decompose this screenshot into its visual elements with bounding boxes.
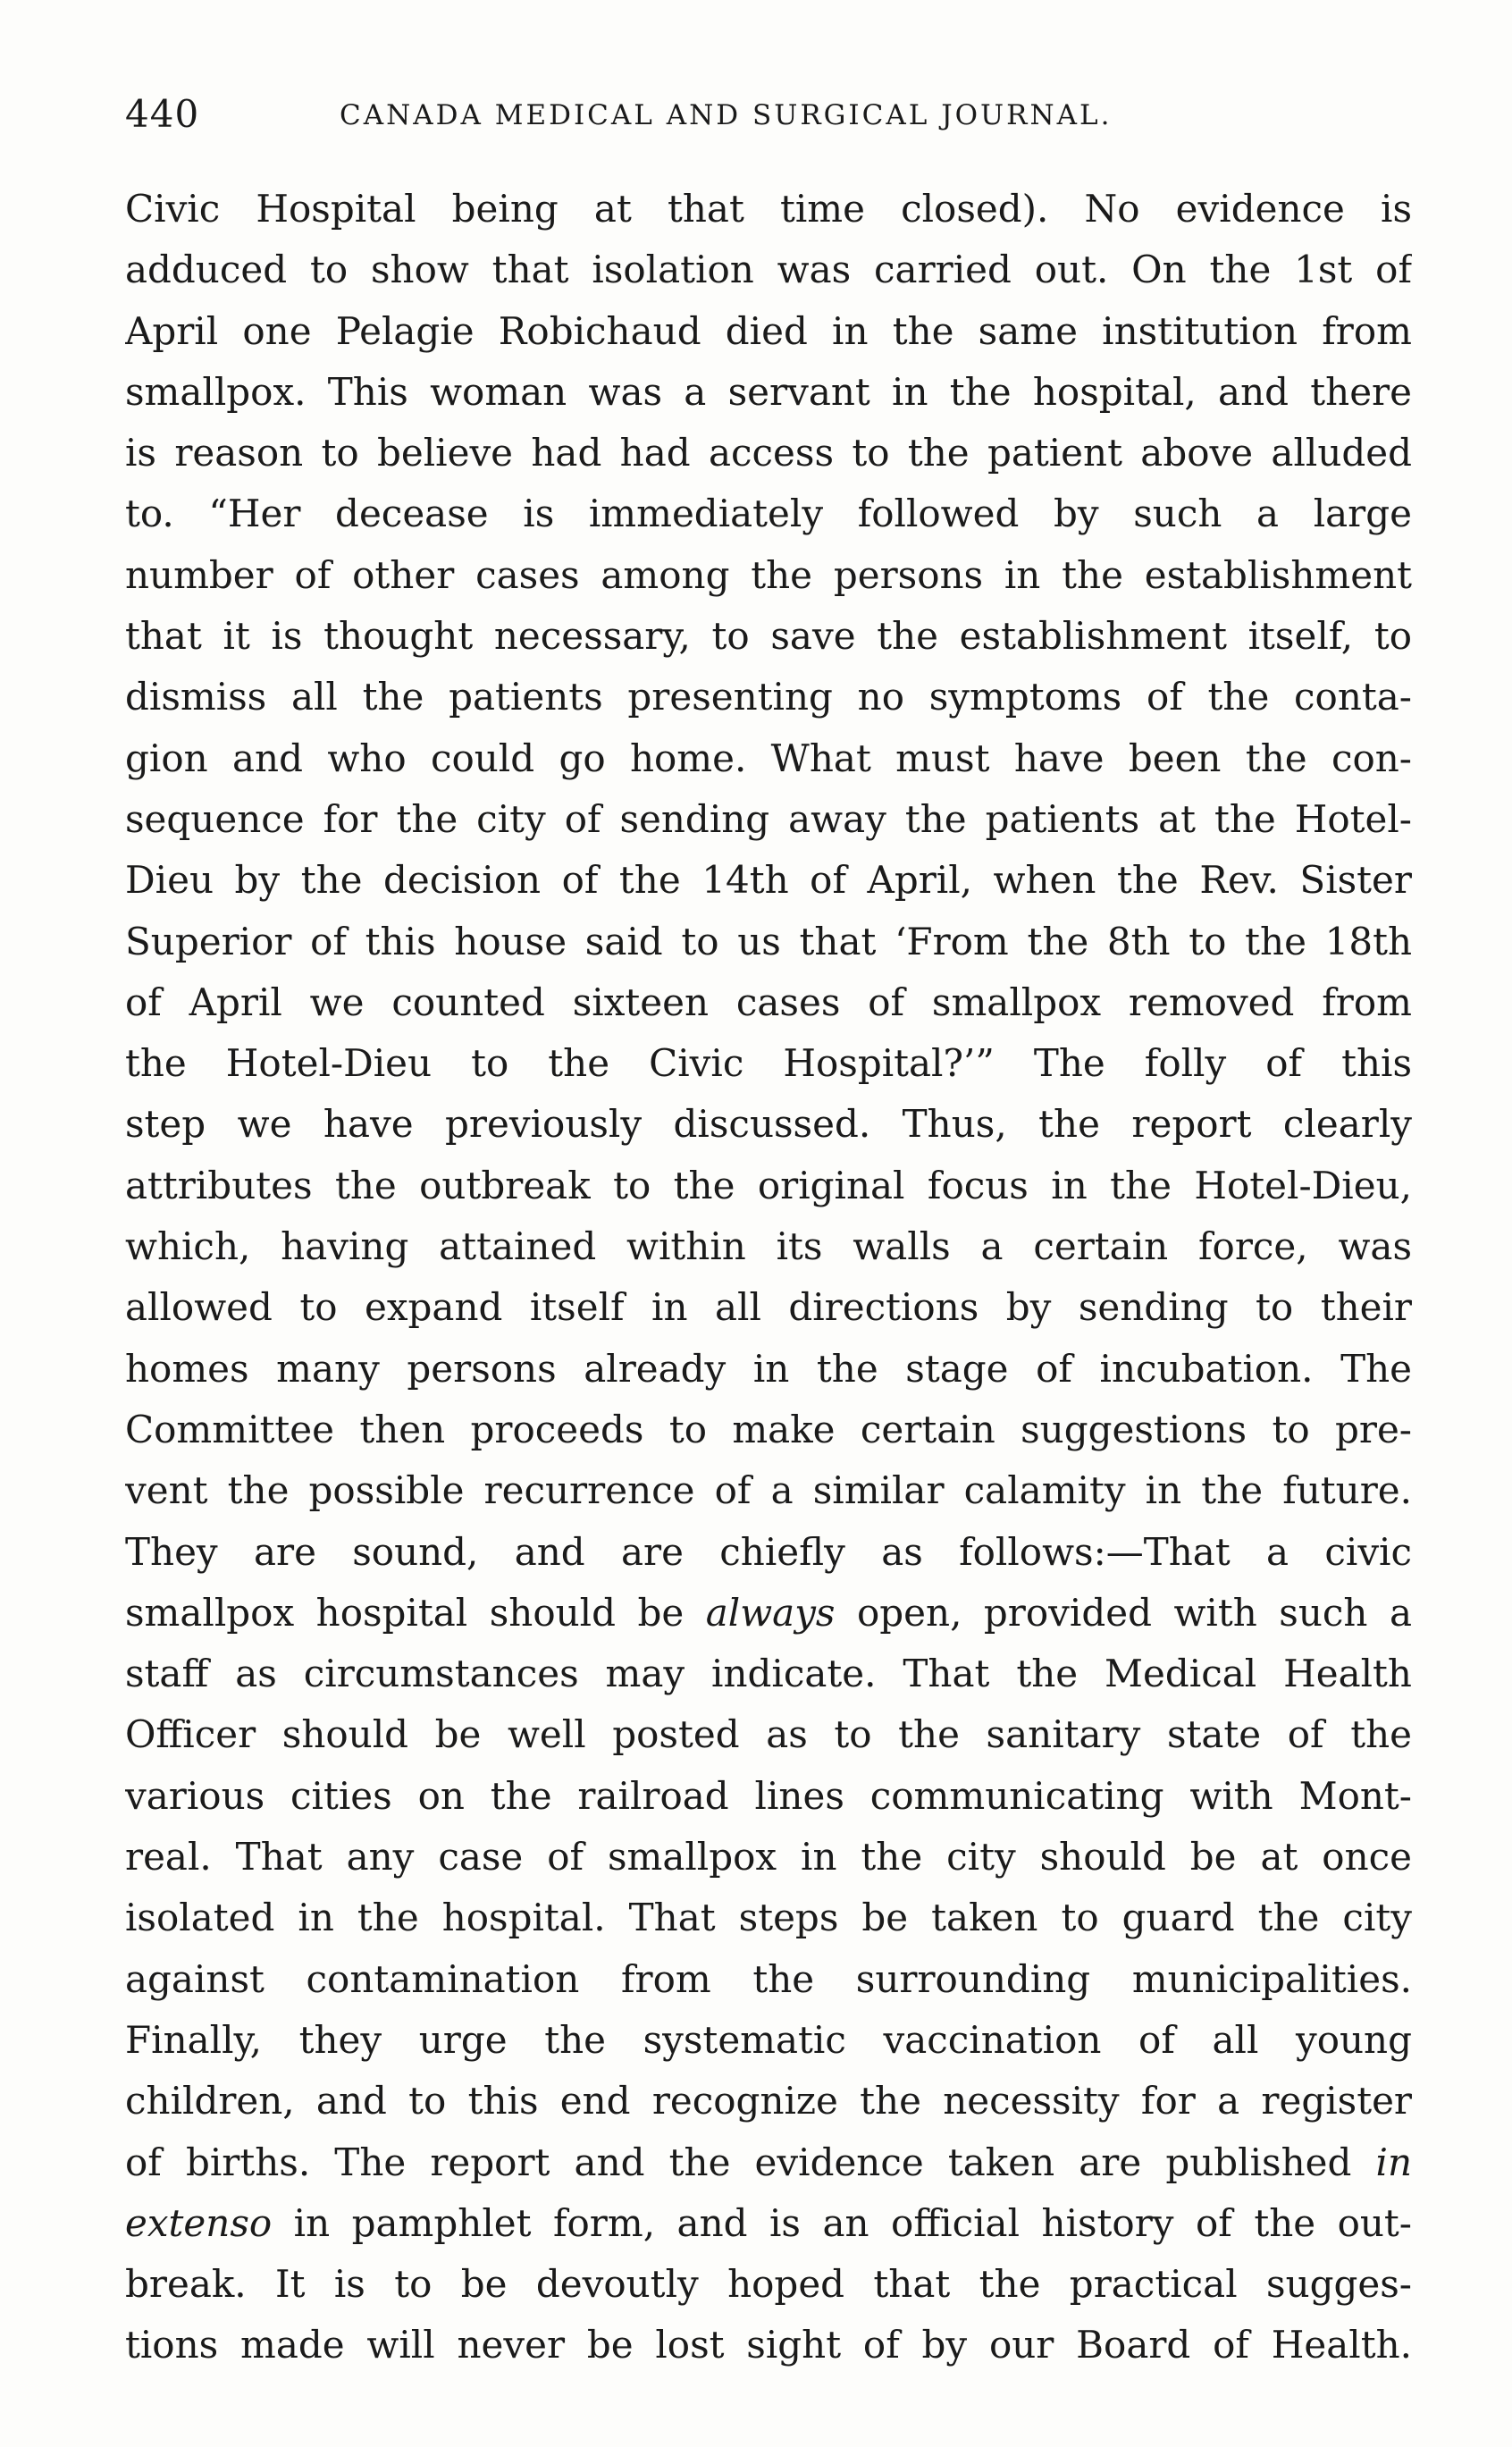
text-line: Finally, they urge the systematic vaccination of all young [125, 2017, 1412, 2062]
text-line: is reason to believe had had access to the patient above alluded [125, 431, 1412, 475]
text-line: against contamination from the surrounding municipalities. [125, 1956, 1412, 2001]
text-line: allowed to expand itself in all directions by sending to their [125, 1285, 1412, 1330]
text-line: gion and who could go home. What must have been the con- [125, 736, 1412, 780]
text-line: They are sound, and are chiefly as follows:—That a civic [125, 1529, 1412, 1574]
text-line: adduced to show that isolation was carried out. On the 1st of [125, 248, 1412, 292]
text-line: sequence for the city of sending away the patients at the Hotel- [125, 796, 1412, 841]
text-line: vent the possible recurrence of a similar calamity in the future. [125, 1468, 1412, 1513]
text-line: number of other cases among the persons in the establishment [125, 552, 1412, 597]
text-line: Committee then proceeds to make certain suggestions to pre- [125, 1407, 1412, 1451]
text-line: isolated in the hospital. That steps be taken to guard the city [125, 1896, 1412, 1940]
text-line: smallpox. This woman was a servant in the hospital, and there [125, 369, 1412, 414]
text-line: Civic Hospital being at that time closed). No evidence is [125, 187, 1412, 231]
text-line: April one Pelagie Robichaud died in the same institution from [125, 308, 1412, 353]
text-line: that it is thought necessary, to save the establishment itself, to [125, 614, 1412, 659]
text-line: to. “Her decease is immediately followed by such a large [125, 492, 1412, 536]
page-number: 440 [125, 92, 200, 136]
text-line: children, and to this end recognize the necessity for a register [125, 2079, 1412, 2123]
text-line: step we have previously discussed. Thus, the report clearly [125, 1102, 1412, 1147]
text-line: real. That any case of smallpox in the city should be at once [125, 1835, 1412, 1879]
text-line: of births. The report and the evidence taken are published in [125, 2140, 1412, 2184]
text-line: homes many persons already in the stage of incubation. The [125, 1346, 1412, 1391]
text-line: dismiss all the patients presenting no symptoms of the conta- [125, 675, 1412, 719]
text-line: Superior of this house said to us that ‘From the 8th to the 18th [125, 919, 1412, 963]
text-line: extenso in pamphlet form, and is an official history of the out- [125, 2200, 1412, 2245]
text-line: the Hotel-Dieu to the Civic Hospital?’” The folly of this [125, 1041, 1412, 1086]
body-text [125, 179, 1412, 2376]
text-line: tions made will never be lost sight of by our Board of Health. [125, 2323, 1412, 2367]
text-line: attributes the outbreak to the original focus in the Hotel-Dieu, [125, 1163, 1412, 1207]
running-head [125, 88, 1412, 141]
text-line: of April we counted sixteen cases of smallpox removed from [125, 980, 1412, 1024]
text-line: Officer should be well posted as to the sanitary state of the [125, 1712, 1412, 1757]
text-line: break. It is to be devoutly hoped that the practical sugges- [125, 2262, 1412, 2307]
journal-title: CANADA MEDICAL AND SURGICAL JOURNAL. [340, 99, 1113, 131]
text-line: smallpox hospital should be always open, provided with such a [125, 1590, 1412, 1635]
text-line: which, having attained within its walls a certain force, was [125, 1224, 1412, 1269]
text-line: Dieu by the decision of the 14th of April, when the Rev. Sister [125, 858, 1412, 903]
text-line: staff as circumstances may indicate. That the Medical Health [125, 1652, 1412, 1696]
text-line: various cities on the railroad lines communicating with Mont- [125, 1773, 1412, 1818]
